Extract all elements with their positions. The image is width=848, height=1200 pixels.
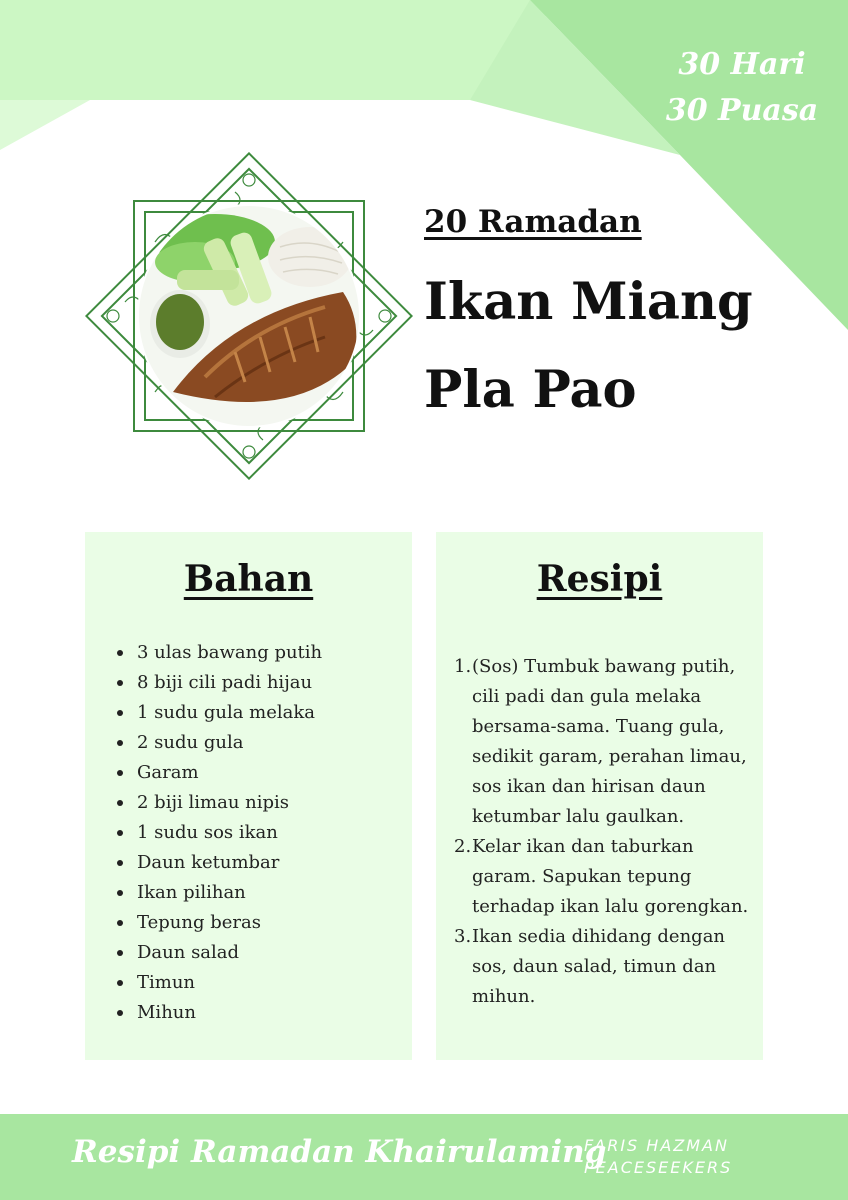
recipe-panel — [436, 532, 763, 1060]
list-item: Daun ketumbar — [117, 848, 412, 878]
recipe-steps — [436, 652, 754, 1012]
step-item — [454, 922, 754, 1012]
ingredients-list — [85, 638, 412, 1028]
step-text: Kelar ikan dan taburkan garam. Sapukan tepung terhadap ikan lalu gorengkan. — [472, 836, 749, 917]
footer-author-line2: PEACESEEKERS — [584, 1158, 733, 1177]
recipe-title-line2: Pla Pao — [424, 360, 637, 420]
list-item: 3 ulas bawang putih — [117, 638, 412, 668]
step-number: 3. — [454, 926, 472, 947]
list-item: Timun — [117, 968, 412, 998]
list-item: Mihun — [117, 998, 412, 1028]
list-item: Tepung beras — [117, 908, 412, 938]
day-label: 20 Ramadan — [424, 204, 642, 240]
list-item: Ikan pilihan — [117, 878, 412, 908]
recipe-title-line1: Ikan Miang — [424, 272, 753, 332]
ingredients-heading: Bahan — [183, 558, 314, 600]
footer-band — [0, 1114, 848, 1200]
corner-badge-line1: 30 Hari — [678, 47, 806, 82]
list-item: 1 sudu gula melaka — [117, 698, 412, 728]
footer-author — [584, 1135, 732, 1179]
step-number: 2. — [454, 836, 472, 857]
dish-emblem — [85, 152, 413, 480]
list-item: Garam — [117, 758, 412, 788]
step-number: 1. — [454, 656, 472, 677]
step-text: Ikan sedia dihidang dengan sos, daun salad, timun dan mihun. — [472, 926, 726, 1007]
corner-badge-line2: 30 Puasa — [665, 93, 819, 128]
list-item: 8 biji cili padi hijau — [117, 668, 412, 698]
footer-title: Resipi Ramadan Khairulaming — [72, 1134, 607, 1170]
list-item: 2 sudu gula — [117, 728, 412, 758]
recipe-heading: Resipi — [536, 558, 663, 600]
list-item: Daun salad — [117, 938, 412, 968]
corner-badge — [662, 42, 822, 134]
step-text: (Sos) Tumbuk bawang putih, cili padi dan gula melaka bersama-sama. Tuang gula, sedikit garam, perahan limau, sos ikan dan hirisan daun ketumbar lalu gaulkan. — [472, 656, 747, 827]
step-item — [454, 652, 754, 832]
list-item: 1 sudu sos ikan — [117, 818, 412, 848]
step-item — [454, 832, 754, 922]
list-item: 2 biji limau nipis — [117, 788, 412, 818]
recipe-title — [424, 258, 824, 434]
footer-author-line1: FARIS HAZMAN — [584, 1136, 729, 1155]
ingredients-panel — [85, 532, 412, 1060]
